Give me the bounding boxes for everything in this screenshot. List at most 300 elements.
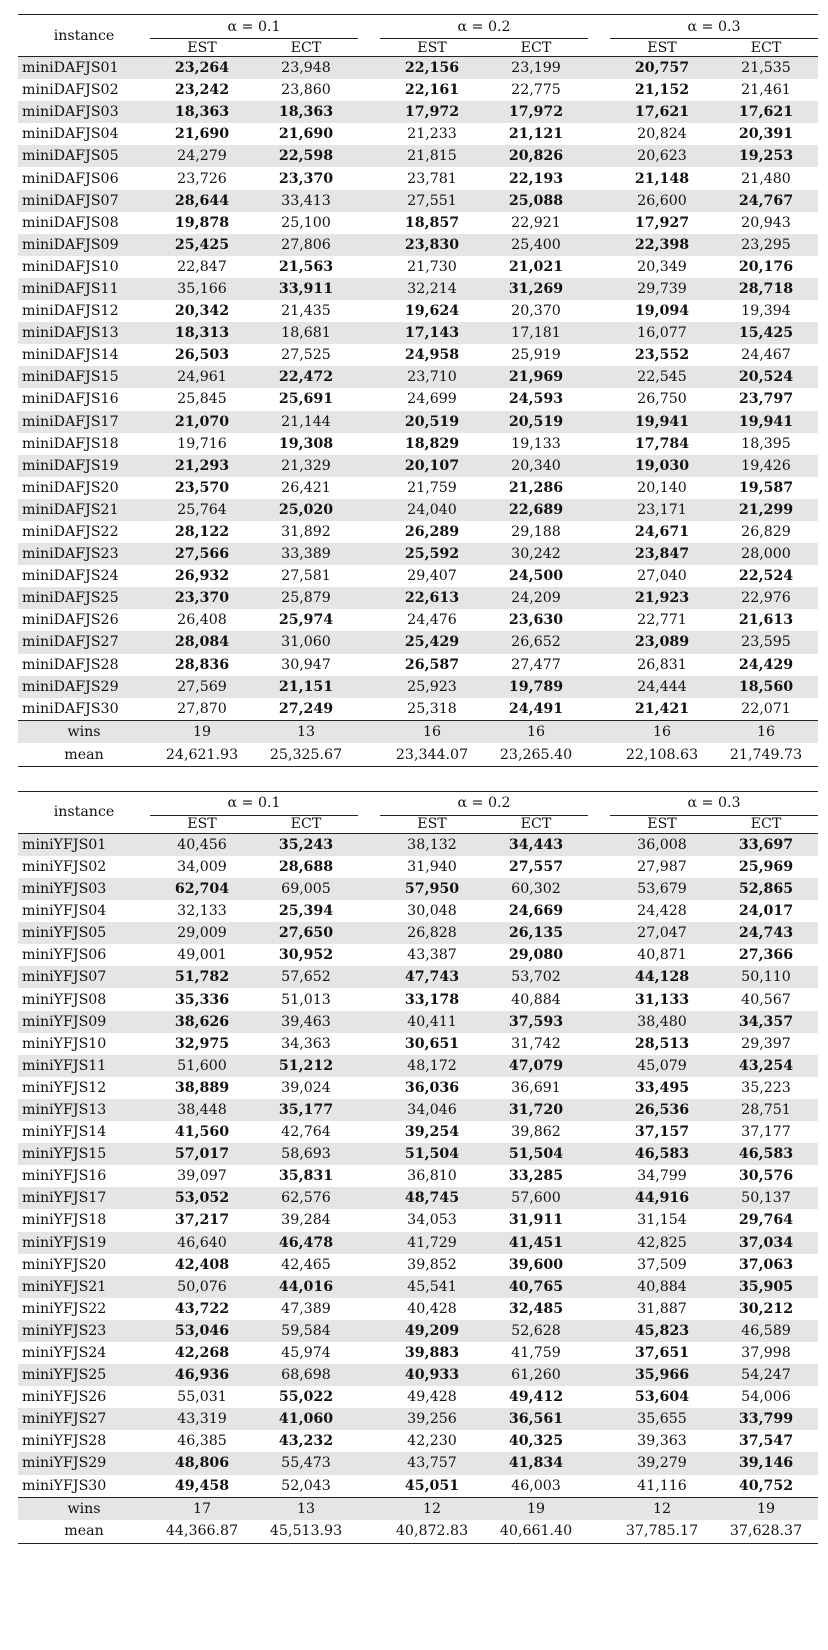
instance-name: miniYFJS27 (18, 1408, 150, 1430)
table-spacer (18, 767, 808, 791)
value-cell: 23,171 (610, 499, 714, 521)
instance-name: miniYFJS01 (18, 833, 150, 856)
method-subheader: ECT (290, 816, 322, 833)
value-cell: 31,269 (484, 278, 588, 300)
value-cell: 26,652 (484, 631, 588, 653)
wins-value: 12 (380, 1497, 484, 1520)
value-cell: 46,583 (610, 1143, 714, 1165)
value-cell: 21,152 (634, 82, 690, 99)
value-cell: 43,757 (380, 1452, 484, 1474)
value-cell: 24,593 (508, 391, 564, 408)
value-cell: 31,892 (281, 524, 331, 541)
table-row (18, 1386, 818, 1408)
value-cell: 35,831 (278, 1168, 334, 1185)
table-row (18, 1033, 818, 1055)
instance-name: miniYFJS09 (18, 1011, 150, 1033)
instance-name: miniYFJS22 (22, 1300, 107, 1317)
value-cell: 49,209 (380, 1320, 484, 1342)
value-cell: 21,613 (738, 612, 794, 629)
value-cell: 24,429 (738, 656, 794, 673)
table-row (18, 1232, 818, 1254)
table-row (18, 609, 818, 631)
value-cell: 51,504 (484, 1143, 588, 1165)
instance-name: miniYFJS10 (22, 1035, 107, 1052)
table-row (18, 922, 818, 944)
table-row (18, 1187, 818, 1209)
wins-value: 13 (254, 1497, 358, 1520)
value-cell: 41,759 (511, 1345, 561, 1362)
value-cell: 22,775 (511, 82, 561, 99)
value-cell: 21,690 (278, 126, 334, 143)
value-cell: 32,975 (174, 1035, 230, 1052)
value-cell: 57,600 (484, 1187, 588, 1209)
value-cell: 24,958 (404, 347, 460, 364)
value-cell: 46,640 (150, 1232, 254, 1254)
value-cell: 21,121 (508, 126, 564, 143)
value-cell: 24,699 (407, 391, 457, 408)
value-cell: 42,230 (407, 1433, 457, 1450)
mean-value: 40,872.83 (380, 1520, 484, 1543)
value-cell: 40,456 (150, 833, 254, 856)
value-cell: 33,389 (254, 543, 358, 565)
table-row (18, 256, 818, 278)
mean-label: mean (18, 743, 150, 766)
value-cell: 27,569 (150, 676, 254, 698)
value-cell: 36,810 (407, 1168, 457, 1185)
instance-name: miniDAFJS11 (18, 278, 150, 300)
value-cell: 58,693 (254, 1143, 358, 1165)
value-cell: 44,128 (610, 966, 714, 988)
value-cell: 24,017 (738, 903, 794, 920)
value-cell: 18,857 (404, 214, 460, 231)
value-cell: 33,911 (254, 278, 358, 300)
instance-name: miniYFJS12 (22, 1079, 107, 1096)
value-cell: 26,135 (484, 922, 588, 944)
value-cell: 39,463 (254, 1011, 358, 1033)
value-cell: 35,177 (254, 1099, 358, 1121)
value-cell: 30,651 (404, 1035, 460, 1052)
table-row (18, 1342, 818, 1364)
alpha-group-label: α = 0.1 (227, 795, 281, 812)
value-cell: 21,759 (407, 479, 457, 496)
value-cell: 26,408 (177, 612, 227, 629)
value-cell: 22,398 (610, 234, 714, 256)
table-row (18, 1254, 818, 1276)
mean-value: 21,749.73 (714, 743, 818, 766)
value-cell: 59,584 (254, 1320, 358, 1342)
value-cell: 30,048 (407, 903, 457, 920)
value-cell: 49,001 (177, 947, 227, 964)
instance-name: miniDAFJS17 (18, 411, 150, 433)
value-cell: 46,583 (714, 1143, 818, 1165)
value-cell: 21,461 (741, 82, 791, 99)
value-cell: 23,710 (380, 366, 484, 388)
method-subheader: EST (417, 39, 447, 56)
instance-name: miniDAFJS26 (22, 612, 119, 629)
value-cell: 31,940 (407, 858, 457, 875)
value-cell: 32,214 (380, 278, 484, 300)
value-cell: 29,009 (150, 922, 254, 944)
value-cell: 34,009 (177, 858, 227, 875)
value-cell: 35,655 (610, 1408, 714, 1430)
value-cell: 68,698 (254, 1364, 358, 1386)
value-cell: 25,318 (407, 700, 457, 717)
value-cell: 21,299 (714, 499, 818, 521)
table-row (18, 167, 818, 189)
table-row (18, 123, 818, 145)
value-cell: 40,411 (380, 1011, 484, 1033)
method-subheader: ECT (290, 39, 322, 56)
instance-name: miniDAFJS13 (18, 322, 150, 344)
value-cell: 49,458 (174, 1477, 230, 1494)
value-cell: 36,036 (404, 1079, 460, 1096)
wins-label: wins (18, 1497, 150, 1520)
value-cell: 50,137 (714, 1187, 818, 1209)
instance-name: miniYFJS13 (18, 1099, 150, 1121)
value-cell: 21,535 (714, 57, 818, 80)
instance-name: miniDAFJS03 (18, 101, 150, 123)
instance-name: miniYFJS25 (18, 1364, 150, 1386)
value-cell: 25,592 (380, 543, 484, 565)
value-cell: 21,815 (380, 145, 484, 167)
table-row (18, 366, 818, 388)
value-cell: 21,730 (407, 258, 457, 275)
value-cell: 41,060 (254, 1408, 358, 1430)
value-cell: 54,247 (714, 1364, 818, 1386)
value-cell: 39,363 (637, 1433, 687, 1450)
value-cell: 20,176 (738, 258, 794, 275)
value-cell: 38,132 (380, 833, 484, 856)
value-cell: 25,845 (177, 391, 227, 408)
value-cell: 30,947 (281, 656, 331, 673)
value-cell: 19,394 (741, 303, 791, 320)
value-cell: 29,188 (511, 524, 561, 541)
value-cell: 51,212 (254, 1055, 358, 1077)
mean-value: 45,513.93 (254, 1520, 358, 1543)
value-cell: 35,966 (610, 1364, 714, 1386)
value-cell: 20,524 (714, 366, 818, 388)
wins-value: 16 (380, 720, 484, 743)
value-cell: 19,587 (738, 479, 794, 496)
table-row (18, 433, 818, 455)
alpha-group-header (150, 15, 358, 39)
value-cell: 49,412 (508, 1389, 564, 1406)
value-cell: 17,143 (380, 322, 484, 344)
value-cell: 23,726 (177, 170, 227, 187)
value-cell: 33,285 (508, 1168, 564, 1185)
value-cell: 21,923 (610, 587, 714, 609)
value-cell: 33,413 (254, 190, 358, 212)
alpha-group-label: α = 0.2 (457, 18, 511, 35)
wins-value: 19 (150, 720, 254, 743)
value-cell: 26,289 (404, 524, 460, 541)
instance-name: miniDAFJS29 (18, 676, 150, 698)
value-cell: 23,552 (634, 347, 690, 364)
method-subheader: EST (187, 816, 217, 833)
table-row (18, 565, 818, 587)
alpha-group-header (610, 791, 818, 815)
value-cell: 42,408 (174, 1256, 230, 1273)
value-cell: 53,604 (634, 1389, 690, 1406)
instance-name: miniDAFJS18 (22, 435, 119, 452)
value-cell: 22,847 (177, 258, 227, 275)
value-cell: 34,053 (407, 1212, 457, 1229)
value-cell: 21,690 (174, 126, 230, 143)
value-cell: 48,745 (380, 1187, 484, 1209)
table-row (18, 1408, 818, 1430)
value-cell: 27,557 (508, 858, 564, 875)
value-cell: 21,021 (508, 258, 564, 275)
table-row (18, 1077, 818, 1099)
mean-row (18, 1520, 818, 1543)
value-cell: 37,593 (484, 1011, 588, 1033)
value-cell: 33,799 (714, 1408, 818, 1430)
value-cell: 39,600 (508, 1256, 564, 1273)
value-cell: 40,884 (610, 1276, 714, 1298)
table-row (18, 944, 818, 966)
value-cell: 17,784 (634, 435, 690, 452)
value-cell: 39,254 (404, 1124, 460, 1141)
value-cell: 22,598 (254, 145, 358, 167)
value-cell: 33,495 (634, 1079, 690, 1096)
instance-name: miniDAFJS04 (22, 126, 119, 143)
results-table-yfjs (18, 791, 818, 1544)
value-cell: 51,504 (380, 1143, 484, 1165)
value-cell: 45,823 (610, 1320, 714, 1342)
value-cell: 28,000 (714, 543, 818, 565)
value-cell: 17,621 (714, 101, 818, 123)
table-row (18, 79, 818, 101)
value-cell: 45,541 (380, 1276, 484, 1298)
table-row (18, 1320, 818, 1342)
value-cell: 30,212 (738, 1300, 794, 1317)
table-row (18, 1298, 818, 1320)
method-subheader: EST (647, 39, 677, 56)
value-cell: 22,524 (738, 568, 794, 585)
instance-name: miniDAFJS02 (22, 82, 119, 99)
instance-name: miniYFJS16 (22, 1168, 107, 1185)
value-cell: 29,080 (508, 947, 564, 964)
value-cell: 37,063 (738, 1256, 794, 1273)
value-cell: 20,140 (637, 479, 687, 496)
alpha-group-header (150, 791, 358, 815)
mean-value: 37,785.17 (610, 1520, 714, 1543)
value-cell: 20,519 (380, 411, 484, 433)
value-cell: 40,428 (407, 1300, 457, 1317)
value-cell: 18,560 (714, 676, 818, 698)
wins-value: 17 (150, 1497, 254, 1520)
value-cell: 22,771 (637, 612, 687, 629)
instance-name: miniYFJS23 (18, 1320, 150, 1342)
table-row (18, 455, 818, 477)
instance-name: miniYFJS24 (22, 1345, 107, 1362)
value-cell: 23,630 (508, 612, 564, 629)
value-cell: 35,905 (714, 1276, 818, 1298)
value-cell: 45,974 (281, 1345, 331, 1362)
value-cell: 42,825 (610, 1232, 714, 1254)
mean-label: mean (18, 1520, 150, 1543)
value-cell: 48,172 (380, 1055, 484, 1077)
value-cell: 26,587 (404, 656, 460, 673)
value-cell: 22,921 (511, 214, 561, 231)
value-cell: 25,969 (738, 858, 794, 875)
value-cell: 37,998 (741, 1345, 791, 1362)
instance-name: miniYFJS11 (18, 1055, 150, 1077)
value-cell: 21,293 (150, 455, 254, 477)
instance-name: miniYFJS04 (22, 903, 107, 920)
instance-name: miniDAFJS15 (18, 366, 150, 388)
value-cell: 27,249 (278, 700, 334, 717)
value-cell: 27,047 (610, 922, 714, 944)
value-cell: 20,349 (637, 258, 687, 275)
value-cell: 37,547 (738, 1433, 794, 1450)
table-row (18, 1475, 818, 1498)
method-subheader: EST (187, 39, 217, 56)
method-subheader: EST (647, 816, 677, 833)
value-cell: 53,046 (150, 1320, 254, 1342)
value-cell: 23,370 (150, 587, 254, 609)
value-cell: 28,836 (174, 656, 230, 673)
value-cell: 20,342 (174, 303, 230, 320)
value-cell: 29,407 (407, 568, 457, 585)
value-cell: 19,624 (404, 303, 460, 320)
value-cell: 22,472 (254, 366, 358, 388)
value-cell: 38,480 (610, 1011, 714, 1033)
table-row (18, 190, 818, 212)
value-cell: 24,491 (508, 700, 564, 717)
value-cell: 35,166 (150, 278, 254, 300)
value-cell: 34,046 (380, 1099, 484, 1121)
instance-name: miniDAFJS28 (22, 656, 119, 673)
instance-name: miniDAFJS05 (18, 145, 150, 167)
value-cell: 20,370 (511, 303, 561, 320)
value-cell: 23,847 (610, 543, 714, 565)
table-row (18, 1276, 818, 1298)
value-cell: 41,560 (174, 1124, 230, 1141)
value-cell: 20,757 (610, 57, 714, 80)
value-cell: 30,242 (484, 543, 588, 565)
table-row (18, 234, 818, 256)
value-cell: 52,043 (281, 1477, 331, 1494)
value-cell: 40,884 (511, 991, 561, 1008)
value-cell: 19,941 (714, 411, 818, 433)
value-cell: 31,154 (637, 1212, 687, 1229)
instance-name: miniYFJS07 (18, 966, 150, 988)
value-cell: 27,525 (281, 347, 331, 364)
value-cell: 27,581 (281, 568, 331, 585)
value-cell: 46,589 (714, 1320, 818, 1342)
value-cell: 25,691 (278, 391, 334, 408)
value-cell: 48,806 (150, 1452, 254, 1474)
instance-name: miniYFJS19 (18, 1232, 150, 1254)
table-row (18, 344, 818, 366)
instance-name: miniDAFJS08 (22, 214, 119, 231)
value-cell: 27,650 (254, 922, 358, 944)
mean-value: 22,108.63 (610, 743, 714, 766)
results-document (18, 14, 808, 1544)
value-cell: 18,681 (254, 322, 358, 344)
value-cell: 40,325 (508, 1433, 564, 1450)
value-cell: 35,223 (741, 1079, 791, 1096)
wins-value: 12 (610, 1497, 714, 1520)
value-cell: 24,476 (407, 612, 457, 629)
value-cell: 51,600 (150, 1055, 254, 1077)
mean-value: 24,621.93 (150, 743, 254, 766)
value-cell: 39,097 (177, 1168, 227, 1185)
value-cell: 21,329 (254, 455, 358, 477)
instance-name: miniDAFJS23 (18, 543, 150, 565)
value-cell: 21,480 (741, 170, 791, 187)
value-cell: 39,256 (380, 1408, 484, 1430)
value-cell: 33,697 (714, 833, 818, 856)
table-row (18, 587, 818, 609)
table-row (18, 322, 818, 344)
instance-name: miniDAFJS12 (22, 303, 119, 320)
value-cell: 28,688 (278, 858, 334, 875)
value-cell: 57,017 (150, 1143, 254, 1165)
value-cell: 26,750 (637, 391, 687, 408)
value-cell: 22,156 (380, 57, 484, 80)
value-cell: 26,536 (610, 1099, 714, 1121)
instance-name: miniYFJS06 (22, 947, 107, 964)
value-cell: 24,671 (634, 524, 690, 541)
value-cell: 26,600 (610, 190, 714, 212)
value-cell: 39,862 (511, 1124, 561, 1141)
value-cell: 35,336 (174, 991, 230, 1008)
instance-name: miniDAFJS24 (22, 568, 119, 585)
value-cell: 26,503 (174, 347, 230, 364)
table-row (18, 1430, 818, 1452)
value-cell: 36,561 (484, 1408, 588, 1430)
value-cell: 52,865 (714, 878, 818, 900)
mean-value: 23,265.40 (484, 743, 588, 766)
value-cell: 24,743 (714, 922, 818, 944)
value-cell: 52,628 (484, 1320, 588, 1342)
value-cell: 25,088 (484, 190, 588, 212)
value-cell: 24,669 (508, 903, 564, 920)
method-subheader: ECT (520, 816, 552, 833)
method-subheader: EST (417, 816, 447, 833)
value-cell: 34,443 (484, 833, 588, 856)
value-cell: 28,751 (714, 1099, 818, 1121)
value-cell: 31,742 (511, 1035, 561, 1052)
instance-name: miniDAFJS27 (18, 631, 150, 653)
value-cell: 25,974 (278, 612, 334, 629)
value-cell: 39,883 (404, 1345, 460, 1362)
value-cell: 23,948 (254, 57, 358, 80)
table-row (18, 1452, 818, 1474)
table-row (18, 966, 818, 988)
value-cell: 26,828 (380, 922, 484, 944)
alpha-group-header (380, 791, 588, 815)
value-cell: 38,626 (150, 1011, 254, 1033)
value-cell: 37,157 (634, 1124, 690, 1141)
value-cell: 50,076 (150, 1276, 254, 1298)
value-cell: 21,969 (484, 366, 588, 388)
instance-name: miniDAFJS21 (18, 499, 150, 521)
table-row (18, 212, 818, 234)
instance-name: miniYFJS05 (18, 922, 150, 944)
value-cell: 39,852 (407, 1256, 457, 1273)
value-cell: 24,209 (484, 587, 588, 609)
value-cell: 39,024 (281, 1079, 331, 1096)
value-cell: 23,860 (281, 82, 331, 99)
mean-row (18, 743, 818, 766)
instance-name: miniYFJS30 (22, 1477, 107, 1494)
value-cell: 23,570 (174, 479, 230, 496)
instance-name: miniDAFJS14 (22, 347, 119, 364)
value-cell: 23,264 (150, 57, 254, 80)
